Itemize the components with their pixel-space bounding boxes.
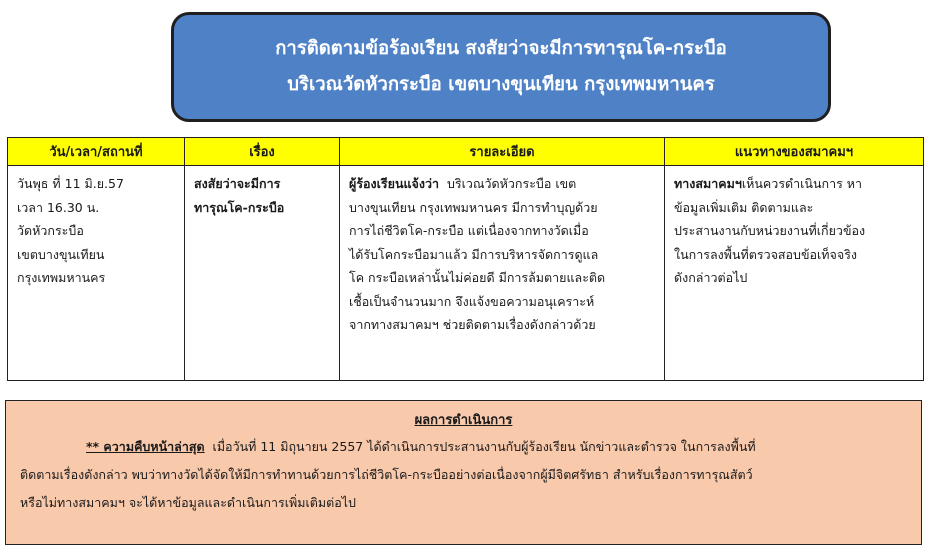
header-date: วัน/เวลา/สถานที่	[8, 138, 185, 166]
detail-line: ได้รับโคกระบือมาแล้ว มีการบริหารจัดการดูแล	[349, 246, 599, 262]
header-subject: เรื่อง	[185, 138, 340, 166]
result-line-1	[20, 433, 907, 461]
approach-lead: ทางสมาคมฯ	[674, 176, 742, 191]
header-detail: รายละเอียด	[340, 138, 665, 166]
complaint-table	[7, 137, 924, 381]
title-line-2: บริเวณวัดหัวกระบือ เขตบางขุนเทียน กรุงเทพมหานคร	[287, 74, 715, 95]
subject-cell	[185, 166, 340, 381]
header-approach: แนวทางของสมาคมฯ	[665, 138, 924, 166]
detail-first: บริเวณวัดหัวกระบือ เขต	[446, 176, 577, 191]
result-line-1-text: เมื่อวันที่ 11 มิถุนายน 2557 ได้ดำเนินการประสานงานกับผู้ร้องเรียน นักข่าวและตำรวจ ในการลงพื้นที่	[212, 439, 756, 454]
result-text	[20, 433, 907, 517]
table-header-row	[8, 138, 924, 166]
date-line: วันพุธ ที่ 11 มิ.ย.57	[17, 176, 124, 191]
detail-line: บางขุนเทียน กรุงเทพมหานคร มีการทำบุญด้วย	[349, 199, 598, 215]
approach-first: เห็นควรดำเนินการ หา	[741, 176, 863, 191]
date-line: เขตบางขุนเทียน	[17, 246, 105, 262]
detail-line: จากทางสมาคมฯ ช่วยติดตามเรื่องดังกล่าวด้วย	[349, 317, 596, 332]
detail-first-line	[349, 172, 655, 196]
approach-first-line	[674, 172, 914, 196]
date-line: กรุงเทพมหานคร	[17, 270, 106, 285]
detail-cell	[340, 166, 665, 381]
approach-line: ข้อมูลเพิ่มเติม ติดตามและ	[674, 199, 814, 215]
date-line: เวลา 16.30 น.	[17, 199, 100, 215]
subject-line: ทารุณโค-กระบือ	[194, 199, 285, 215]
date-line: วัดหัวกระบือ	[17, 223, 84, 238]
detail-line: การไถ่ชีวิตโค-กระบือ แต่เนื่องจากทางวัดเมื่อ	[349, 223, 589, 238]
subject-line: สงสัยว่าจะมีการ	[194, 176, 281, 191]
approach-cell	[665, 166, 924, 381]
approach-line: ดังกล่าวต่อไป	[674, 270, 748, 285]
result-line-2: ติดตามเรื่องดังกล่าว พบว่าทางวัดได้จัดให้มีการทำทานด้วยการไถ่ชีวิตโค-กระบืออย่างต่อเนื่องจากผู้มีจิตศรัทธา สำหรับเรื่องการทารุณสัตว์	[20, 467, 753, 482]
title-banner	[171, 12, 831, 122]
result-line-3: หรือไม่ทางสมาคมฯ จะได้หาข้อมูลและดำเนินการเพิ่มเติมต่อไป	[20, 495, 356, 510]
title-line-1: การติดตามข้อร้องเรียน สงสัยว่าจะมีการทารุณโค-กระบือ	[275, 38, 727, 59]
detail-lead: ผู้ร้องเรียนแจ้งว่า	[349, 176, 440, 191]
table-row	[8, 166, 924, 381]
progress-label: ** ความคืบหน้าล่าสุด	[86, 439, 205, 454]
approach-line: ในการลงพื้นที่ตรวจสอบข้อเท็จจริง	[674, 246, 858, 262]
approach-line: ประสานงานกับหน่วยงานที่เกี่ยวข้อง	[674, 223, 866, 238]
result-panel	[5, 400, 922, 545]
detail-line: เชื้อเป็นจำนวนมาก จึงแจ้งขอความอนุเคราะห์	[349, 293, 595, 309]
date-cell	[8, 166, 185, 381]
detail-line: โค กระบือเหล่านั้นไม่ค่อยดี มีการล้มตายและติด	[349, 270, 606, 285]
result-title: ผลการดำเนินการ	[414, 413, 513, 428]
